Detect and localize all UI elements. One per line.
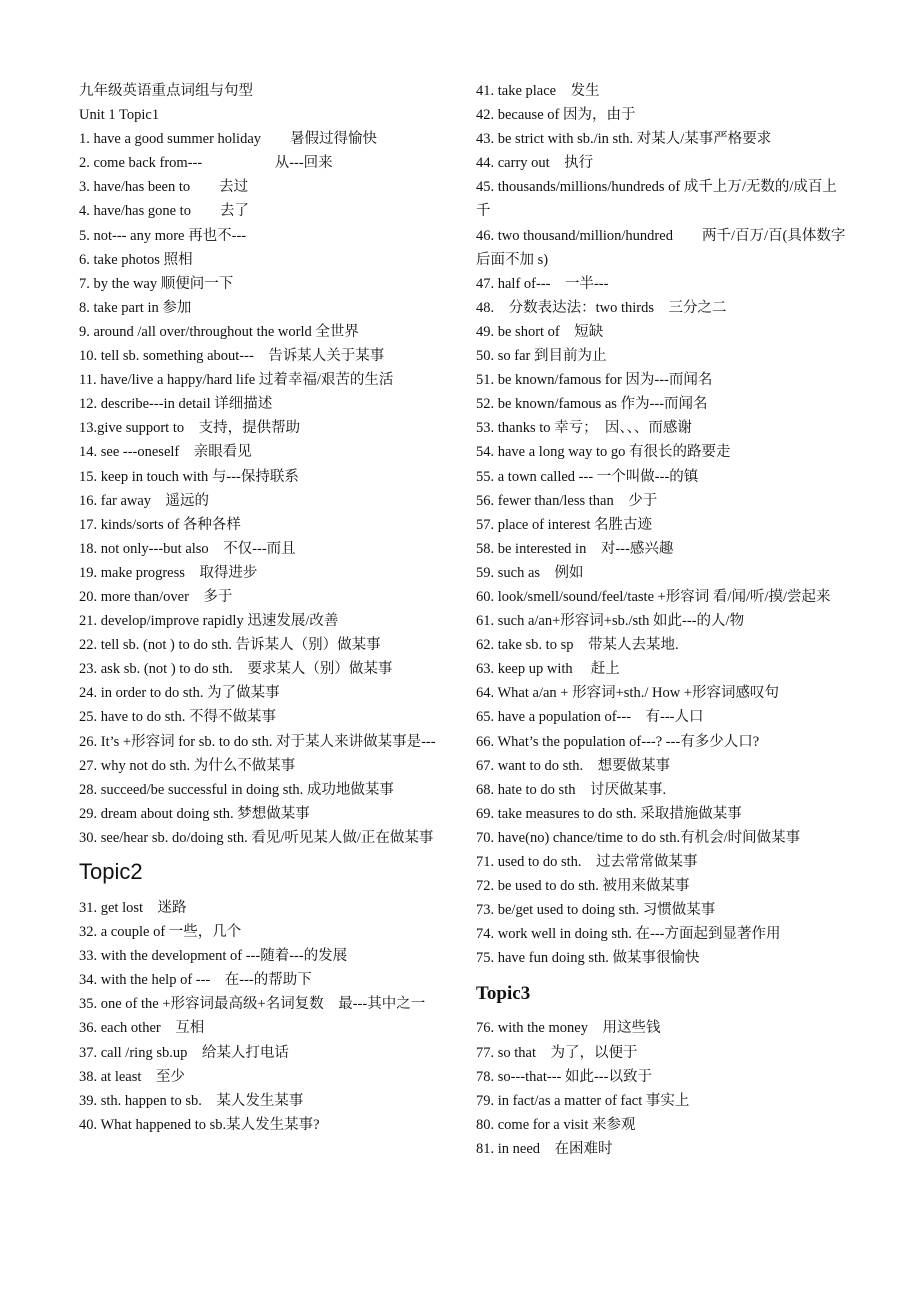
phrase-item: 8. take part in 参加	[79, 299, 192, 316]
phrase-item: 7. by the way 顺便问一下	[79, 275, 234, 292]
phrase-item: 69. take measures to do sth. 采取措施做某事	[476, 805, 742, 822]
phrase-item: 38. at least 至少	[79, 1068, 185, 1085]
phrase-item: 48. 分数表达法：two thirds 三分之二	[476, 299, 727, 316]
phrase-item: 72. be used to do sth. 被用来做某事	[476, 878, 690, 895]
phrase-item: 23. ask sb. (not ) to do sth. 要求某人（别）做某事	[79, 661, 393, 678]
phrase-item: 68. hate to do sth 讨厌做某事.	[476, 781, 667, 798]
phrase-item: 17. kinds/sorts of 各种各样	[79, 516, 241, 533]
phrase-item: 12. describe---in detail 详细描述	[79, 396, 273, 413]
unit-heading: Unit 1 Topic1	[79, 107, 160, 124]
phrase-item: 25. have to do sth. 不得不做某事	[79, 709, 276, 726]
phrase-item: 52. be known/famous as 作为---而闻名	[476, 396, 708, 413]
phrase-item: 56. fewer than/less than 少于	[476, 492, 658, 509]
phrase-item: 4. have/has gone to 去了	[79, 203, 249, 220]
phrase-item: 9. around /all over/throughout the world 全世界	[79, 323, 359, 340]
phrase-item: 20. more than/over 多于	[79, 588, 233, 605]
phrase-item: 81. in need 在困难时	[476, 1140, 613, 1157]
phrase-item: 51. be known/famous for 因为---而闻名	[476, 372, 713, 389]
phrase-item: 64. What a/an + 形容词+sth./ How +形容词感叹句	[476, 685, 779, 702]
phrase-item: 78. so---that--- 如此---以致于	[476, 1068, 652, 1085]
phrase-item: 65. have a population of--- 有---人口	[476, 709, 704, 726]
left-phrase-list-topic1	[79, 127, 451, 850]
phrase-item: 13.give support to 支持，提供帮助	[79, 420, 301, 437]
phrase-item: 49. be short of 短缺	[476, 323, 604, 340]
phrase-item: 15. keep in touch with 与---保持联系	[79, 468, 299, 485]
phrase-item: 31. get lost 迷路	[79, 900, 187, 916]
phrase-item: 60. look/smell/sound/feel/taste +形容词 看/闻/听/摸/尝起来	[476, 588, 831, 605]
phrase-item: 75. have fun doing sth. 做某事很愉快	[476, 950, 700, 967]
phrase-item: 11. have/live a happy/hard life 过着幸福/艰苦的生活	[79, 372, 394, 389]
phrase-item: 55. a town called --- 一个叫做---的镇	[476, 468, 699, 485]
phrase-item: 54. have a long way to go 有很长的路要走	[476, 444, 731, 461]
phrase-item: 62. take sb. to sp 带某人去某地.	[476, 637, 679, 654]
phrase-item: 21. develop/improve rapidly 迅速发展/改善	[79, 613, 339, 630]
phrase-item: 14. see ---oneself 亲眼看见	[79, 444, 252, 461]
phrase-item: 16. far away 遥远的	[79, 492, 210, 509]
right-phrase-list-topic2	[476, 79, 848, 970]
phrase-item: 29. dream about doing sth. 梦想做某事	[79, 805, 310, 822]
phrase-item: 50. so far 到目前为止	[476, 348, 607, 365]
phrase-item: 77. so that 为了，以便于	[476, 1044, 638, 1061]
phrase-item: 32. a couple of 一些，几个	[79, 924, 242, 941]
phrase-item: 53. thanks to 幸亏； 因、、、而感谢	[476, 420, 692, 437]
phrase-item: 27. why not do sth. 为什么不做某事	[79, 757, 296, 774]
phrase-item: 42. because of 因为，由于	[476, 107, 636, 124]
phrase-item: 5. not--- any more 再也不---	[79, 227, 247, 244]
phrase-item: 41. take place 发生	[476, 83, 600, 99]
phrase-item: 10. tell sb. something about--- 告诉某人关于某事	[79, 348, 385, 365]
phrase-item: 66. What’s the population of---? ---有多少人口?	[476, 733, 760, 750]
left-phrase-list-topic2	[79, 896, 451, 1137]
phrase-item: 19. make progress 取得进步	[79, 564, 258, 581]
phrase-item: 34. with the help of --- 在---的帮助下	[79, 972, 312, 989]
phrase-item: 74. work well in doing sth. 在---方面起到显著作用	[476, 926, 781, 943]
phrase-item: 3. have/has been to 去过	[79, 179, 249, 196]
phrase-item: 79. in fact/as a matter of fact 事实上	[476, 1092, 690, 1109]
phrase-item: 46. two thousand/million/hundred 两千/百万/百(具体数字后面不加 s)	[476, 227, 846, 268]
phrase-item: 63. keep up with 赶上	[476, 661, 620, 678]
phrase-item: 33. with the development of ---随着---的发展	[79, 948, 348, 965]
phrase-item: 37. call /ring sb.up 给某人打电话	[79, 1044, 289, 1061]
phrase-item: 24. in order to do sth. 为了做某事	[79, 685, 280, 702]
phrase-item: 67. want to do sth. 想要做某事	[476, 757, 671, 774]
phrase-item: 28. succeed/be successful in doing sth. 成功地做某事	[79, 781, 394, 798]
left-column	[79, 79, 451, 1137]
right-phrase-list-topic3	[476, 1016, 848, 1161]
phrase-item: 36. each other 互相	[79, 1020, 205, 1037]
phrase-item: 59. such as 例如	[476, 564, 584, 581]
phrase-item: 76. with the money 用这些钱	[476, 1020, 661, 1037]
phrase-item: 43. be strict with sb./in sth. 对某人/某事严格要求	[476, 131, 772, 148]
phrase-item: 70. have(no) chance/time to do sth.有机会/时间做某事	[476, 829, 801, 846]
phrase-item: 39. sth. happen to sb. 某人发生某事	[79, 1092, 304, 1109]
topic3-heading: Topic3	[476, 983, 531, 1005]
phrase-item: 1. have a good summer holiday 暑假过得愉快	[79, 131, 378, 148]
topic2-heading: Topic2	[79, 859, 143, 884]
phrase-item: 45. thousands/millions/hundreds of 成千上万/无数的/成百上千	[476, 179, 837, 220]
phrase-item: 22. tell sb. (not ) to do sth. 告诉某人（别）做某事	[79, 637, 381, 654]
phrase-item: 71. used to do sth. 过去常常做某事	[476, 854, 698, 870]
phrase-item: 2. come back from--- 从---回来	[79, 155, 333, 172]
phrase-item: 26. It’s +形容词 for sb. to do sth. 对于某人来讲做某事是---	[79, 733, 436, 750]
right-column	[476, 79, 848, 1161]
phrase-item: 44. carry out 执行	[476, 155, 594, 172]
phrase-item: 35. one of the +形容词最高级+名词复数 最---其中之一	[79, 996, 426, 1013]
phrase-item: 18. not only---but also 不仅---而且	[79, 540, 296, 557]
phrase-item: 40. What happened to sb.某人发生某事?	[79, 1116, 320, 1133]
phrase-item: 6. take photos 照相	[79, 251, 193, 268]
phrase-item: 80. come for a visit 来参观	[476, 1116, 636, 1133]
phrase-item: 47. half of--- 一半---	[476, 275, 609, 292]
document-title: 九年级英语重点词组与句型	[79, 83, 253, 99]
phrase-item: 58. be interested in 对---感兴趣	[476, 540, 674, 557]
phrase-item: 30. see/hear sb. do/doing sth. 看见/听见某人做/正在做某事	[79, 829, 434, 846]
phrase-item: 73. be/get used to doing sth. 习惯做某事	[476, 902, 716, 919]
phrase-item: 57. place of interest 名胜古迹	[476, 516, 652, 533]
phrase-item: 61. such a/an+形容词+sb./sth 如此---的人/物	[476, 613, 745, 630]
